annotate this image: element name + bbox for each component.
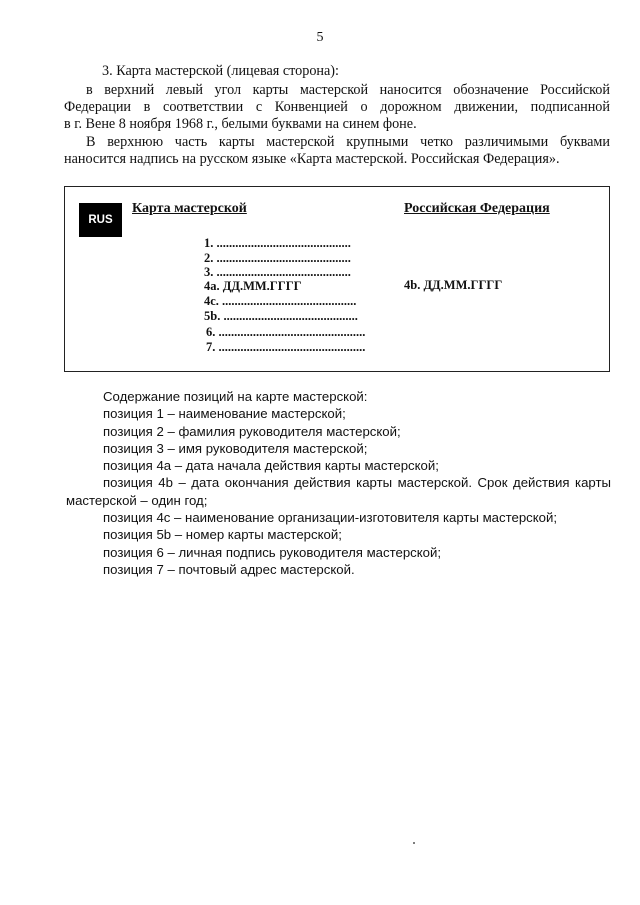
position-item: позиция 2 – фамилия руководителя мастерской; (103, 424, 401, 439)
paragraph-line: в г. Вене 8 ноября 1968 г., белыми буквами на синем фоне. (64, 116, 417, 132)
card-field-1: 1. ........................................... (204, 236, 351, 250)
card-title: Карта мастерской (132, 201, 247, 216)
paragraph-line: В верхнюю часть карты мастерской крупными четко различимыми буквами (86, 134, 610, 150)
card-field-4a: 4a. ДД.ММ.ГГГГ (204, 279, 302, 293)
card-field-2: 2. ........................................... (204, 251, 351, 265)
rus-country-badge: RUS (79, 203, 122, 237)
card-field-7: 7. ............................................... (206, 340, 366, 354)
page-number: 5 (316, 30, 324, 45)
card-field-5b: 5b. ........................................... (204, 309, 358, 323)
scan-speck (413, 842, 415, 844)
position-item: позиция 4a – дата начала действия карты мастерской; (103, 458, 439, 473)
contents-intro: Содержание позиций на карте мастерской: (103, 389, 368, 404)
position-item-continuation: мастерской – один год; (66, 493, 208, 508)
position-item: позиция 6 – личная подпись руководителя мастерской; (103, 545, 442, 560)
paragraph-line: Федерации в соответствии с Конвенцией о дорожном движении, подписанной (64, 99, 610, 115)
position-item: позиция 5b – номер карты мастерской; (103, 527, 342, 542)
card-field-4c: 4c. ........................................... (204, 294, 357, 308)
position-item: позиция 3 – имя руководителя мастерской; (103, 441, 368, 456)
position-item: позиция 7 – почтовый адрес мастерской. (103, 562, 355, 577)
paragraph-line: наносится надпись на русском языке «Карта мастерской. Российская Федерация». (64, 151, 560, 167)
position-item: позиция 1 – наименование мастерской; (103, 406, 346, 421)
card-country: Российская Федерация (404, 201, 550, 216)
position-item: позиция 4c – наименование организации-изготовителя карты мастерской; (103, 510, 558, 525)
position-item: позиция 4b – дата окончания действия карты мастерской. Срок действия карты (103, 475, 611, 490)
card-field-3: 3. ........................................... (204, 265, 351, 279)
card-field-4b: 4b. ДД.ММ.ГГГГ (404, 278, 503, 292)
section-heading: 3. Карта мастерской (лицевая сторона): (102, 63, 339, 79)
paragraph-line: в верхний левый угол карты мастерской наносится обозначение Российской (86, 82, 610, 98)
card-field-6: 6. ............................................... (206, 325, 366, 339)
